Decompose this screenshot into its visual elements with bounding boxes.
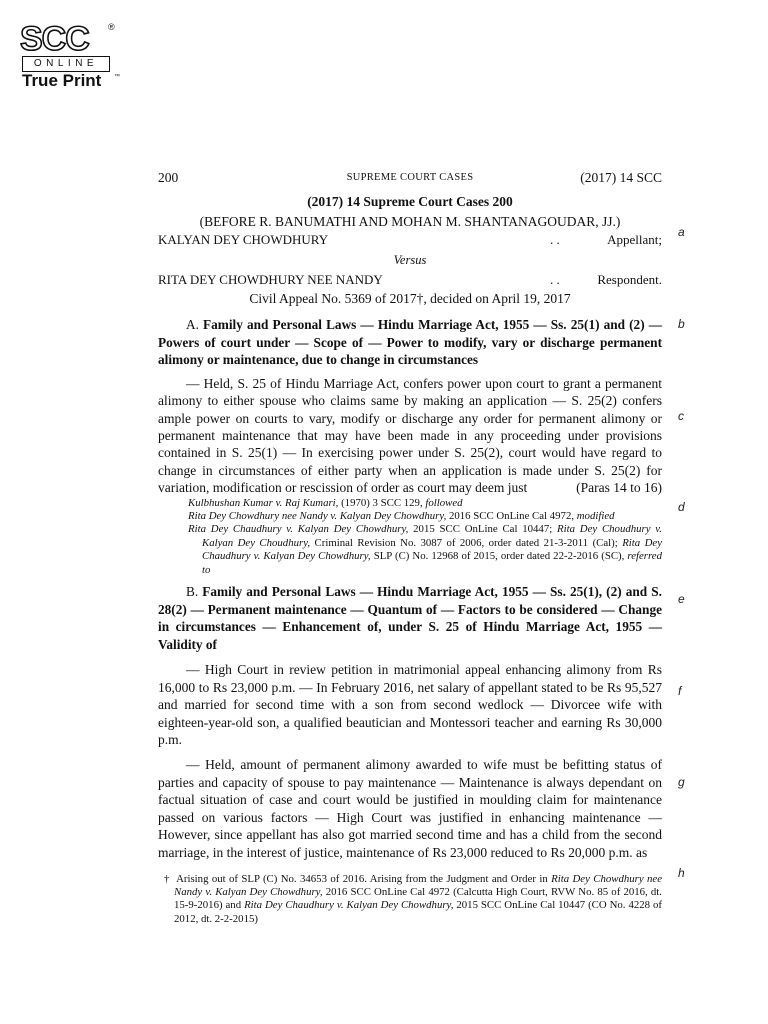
footnote-text-3: 2015 SCC OnLine Cal 10447 (CO No. 4228 of 2012, dt. 2-2-2015) [174, 899, 662, 925]
citation-2 [172, 510, 662, 523]
citation-3-case: Rita Dey Chaudhury v. Kalyan Dey Chowdhury, [188, 523, 409, 536]
appellant-role: Appellant; [607, 232, 662, 247]
citation-3-ref-2: Criminal Revision No. 3087 of 2006, order dated 21-3-2011 (Cal); [310, 536, 623, 549]
appellant-dots: . . [550, 232, 560, 247]
citation-3-case-3: Rita Dey Chaudhury v. Kalyan Dey Chowdhury, [202, 536, 662, 563]
document-page [158, 170, 662, 926]
headnote-b [158, 583, 662, 653]
versus: Versus [393, 253, 427, 267]
citation-1-treatment: followed [425, 496, 463, 509]
citation-3-case-2: Rita Dey Choudhury v. Kalyan Dey Choudhury, [202, 523, 662, 549]
headnote-b-title: Family and Personal Laws — Hindu Marriage Act, 1955 — Ss. 25(1), (2) and S. 28(2) — Permanent maintenance — Quantum of — Factors to be considered — Change in circumstances — Enhancement of, under S. 25 of Hindu Marriage Act, 1955 — Validity of [158, 584, 662, 652]
respondent-line [158, 271, 662, 289]
margin-letter-d: d [678, 500, 685, 514]
citation-1-ref: (1970) 3 SCC 129, [338, 496, 426, 509]
margin-letter-c: c [678, 409, 684, 423]
citation-2-ref: 2016 SCC OnLine Cal 4972, [446, 510, 577, 523]
margin-letter-e: e [678, 592, 685, 606]
trademark-mark: ™ [114, 74, 120, 80]
headnote-b-prefix: B. [186, 584, 203, 600]
footnote-text-2: 2016 SCC OnLine Cal 4972 (Calcutta High Court, RVW No. 85 of 2016, dt. 15-9-2016) and [174, 886, 662, 912]
appellant-name: KALYAN DEY CHOWDHURY [158, 232, 329, 247]
respondent-role: Respondent. [597, 272, 662, 287]
paras-reference: (Paras 14 to 16) [576, 480, 662, 496]
appellant-line [158, 231, 662, 249]
footnote [158, 873, 662, 926]
citation-3-ref: 2015 SCC OnLine Cal 10447; [408, 523, 558, 536]
headnote-a-title: Family and Personal Laws — Hindu Marriage Act, 1955 — Ss. 25(1) and (2) — Powers of court under — Scope of — Power to modify, vary or discharge permanent alimony or maintenance, due to change in circumstances [158, 317, 662, 368]
headnote-a-prefix: A. [186, 317, 204, 332]
citation-2-case: Rita Dey Chowdhury nee Nandy v. Kalyan Dey Chowdhury, [188, 510, 447, 523]
paragraph-b2: — Held, amount of permanent alimony awarded to wife must be befitting status of parties and capacity of spouse to pay maintenance — Maintenance is always dependant on factual situation of case and court would be justified in moulding claim for maintenance passed on various factors — High Court was justified in enhancing maintenance — However, since appellant has also got married second time and has a child from the second marriage, in the interest of justice, maintenance of Rs 23,000 reduced to Rs 20,000 p.m. as [158, 757, 662, 860]
citation-3-treatment: referred to [202, 550, 662, 576]
margin-letter-f: f [678, 684, 682, 698]
margin-letter-a: a [678, 225, 685, 239]
headnote-a [158, 316, 662, 369]
footnote-case-2: Rita Dey Chaudhury v. Kalyan Dey Chowdhury, [244, 899, 454, 912]
bench: (BEFORE R. BANUMATHI AND MOHAN M. SHANTANAGOUDAR, JJ.) [199, 214, 621, 229]
running-header [158, 170, 662, 190]
margin-letter-g: g [678, 775, 685, 789]
footnote-case-1: Rita Dey Chowdhury nee Nandy v. Kalyan Dey Chowdhury, [174, 872, 662, 899]
citation-3 [172, 523, 662, 577]
margin-letter-h: h [678, 866, 685, 880]
logo-true-print-text: True Print [22, 71, 102, 90]
respondent-name: RITA DEY CHOWDHURY NEE NANDY [158, 272, 383, 287]
footnote-text-1: Arising out of SLP (C) No. 34653 of 2016. Arising from the Judgment and Order in [176, 872, 552, 885]
paragraph-a-text: — Held, S. 25 of Hindu Marriage Act, confers power upon court to grant a permanent alimony to either spouse who claims same by making an application — S. 25(2) confers ample power on courts to vary, modify or discharge any order for permanent alimony or permanent maintenance that may have been made in any proceeding under provisions contained in S. 25(1) — In exercising power under S. 25(2), court would have regard to change in circumstances of either party when an application is made under S. 25(2) for variation, modification or rescission of order as court may deem just [158, 375, 662, 496]
margin-letter-b: b [678, 317, 685, 331]
paragraph-b1: — High Court in review petition in matrimonial appeal enhancing alimony from Rs 16,000 to Rs 23,000 p.m. — In February 2016, net salary of appellant stated to be Rs 95,527 and married for second time with a son from second wedlock — Divorcee wife with eighteen-year-old son, a qualified beautician and Montessori teacher and earning Rs 30,000 p.m. [158, 662, 662, 748]
respondent-dots: . . [550, 272, 560, 287]
appeal-number: Civil Appeal No. 5369 of 2017†, decided on April 19, 2017 [249, 291, 571, 306]
journal-name: SUPREME COURT CASES [346, 172, 474, 183]
citation-3-ref-3: SLP (C) No. 12968 of 2015, order dated 22-2-2016 (SC), [370, 550, 628, 563]
case-title: (2017) 14 Supreme Court Cases 200 [307, 194, 513, 209]
scc-online-logo [18, 22, 118, 92]
citation-1 [172, 497, 662, 510]
citation-2-treatment: modified [576, 510, 615, 523]
logo-online-text: ONLINE [22, 56, 110, 72]
paragraph-a [158, 375, 662, 497]
logo-scc-text: SCC [20, 20, 89, 58]
footnote-mark: † [164, 872, 171, 885]
page-number: 200 [158, 170, 179, 185]
citation-1-case: Kulbhushan Kumar v. Raj Kumari, [188, 496, 339, 509]
header-citation: (2017) 14 SCC [580, 170, 662, 185]
registered-mark: ® [108, 22, 115, 32]
